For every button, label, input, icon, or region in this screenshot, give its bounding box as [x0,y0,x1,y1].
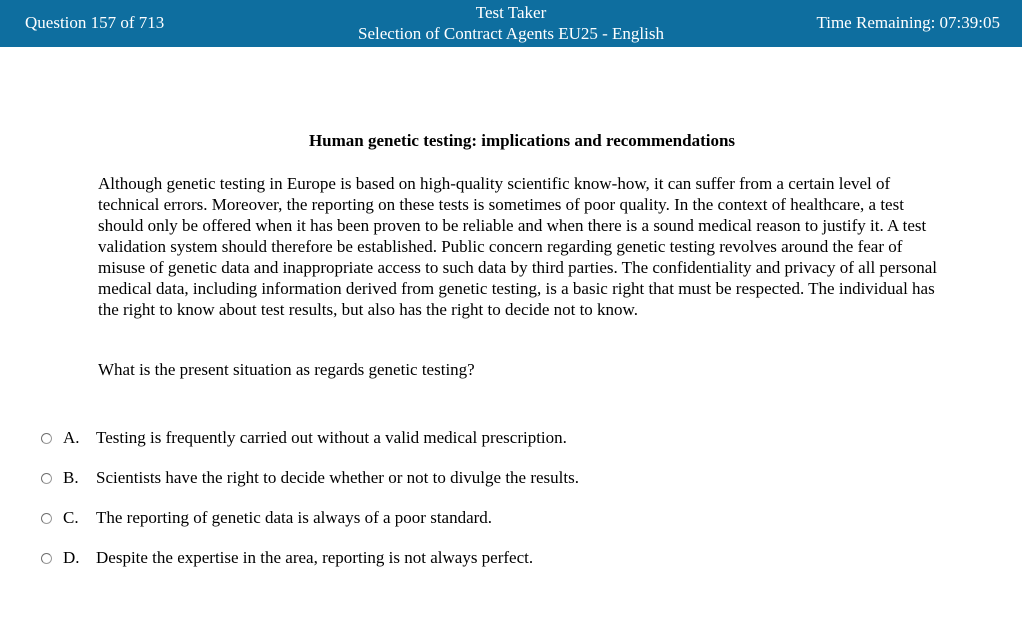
app-title: Test Taker [475,3,547,22]
option-letter: B. [63,468,79,487]
option-text[interactable]: Testing is frequently carried out without a valid medical prescription. [96,428,567,447]
question-text: What is the present situation as regards genetic testing? [98,360,475,379]
option-b[interactable] [41,465,741,493]
option-text[interactable]: Despite the expertise in the area, reporting is not always perfect. [96,548,534,567]
header-bar [0,0,1022,47]
option-text[interactable]: The reporting of genetic data is always of a poor standard. [96,508,493,527]
radio-button-b[interactable] [41,473,52,484]
option-text[interactable]: Scientists have the right to decide whether or not to divulge the results. [96,468,579,487]
option-d[interactable] [41,545,741,573]
option-letter: C. [63,508,79,527]
option-letter: D. [63,548,80,567]
time-remaining: Time Remaining: 07:39:05 [816,13,1000,32]
passage-text: Although genetic testing in Europe is based on high-quality scientific know-how, it can suffer from a certain level of technical errors. Moreover, the reporting on these tests is sometimes of poor quality. In the context of healthcare, a test should only be offered when it has been proven to be reliable and when there is a sound medical reason to justify it. A test validation system should therefore be established. Public concern regarding genetic testing revolves around the fear of misuse of genetic data and inappropriate access to such data by third parties. The confidentiality and privacy of all personal medical data, including information derived from genetic testing, is a basic right that must be respected. The individual has the right to know about test results, but also has the right to decide not to know. [98,174,938,319]
radio-button-a[interactable] [41,433,52,444]
radio-button-c[interactable] [41,513,52,524]
passage-title: Human genetic testing: implications and recommendations [308,131,736,150]
option-a[interactable] [41,425,741,453]
radio-button-d[interactable] [41,553,52,564]
option-letter: A. [63,428,80,447]
option-c[interactable] [41,505,741,533]
question-counter: Question 157 of 713 [25,13,165,32]
exam-name: Selection of Contract Agents EU25 - English [358,24,664,43]
